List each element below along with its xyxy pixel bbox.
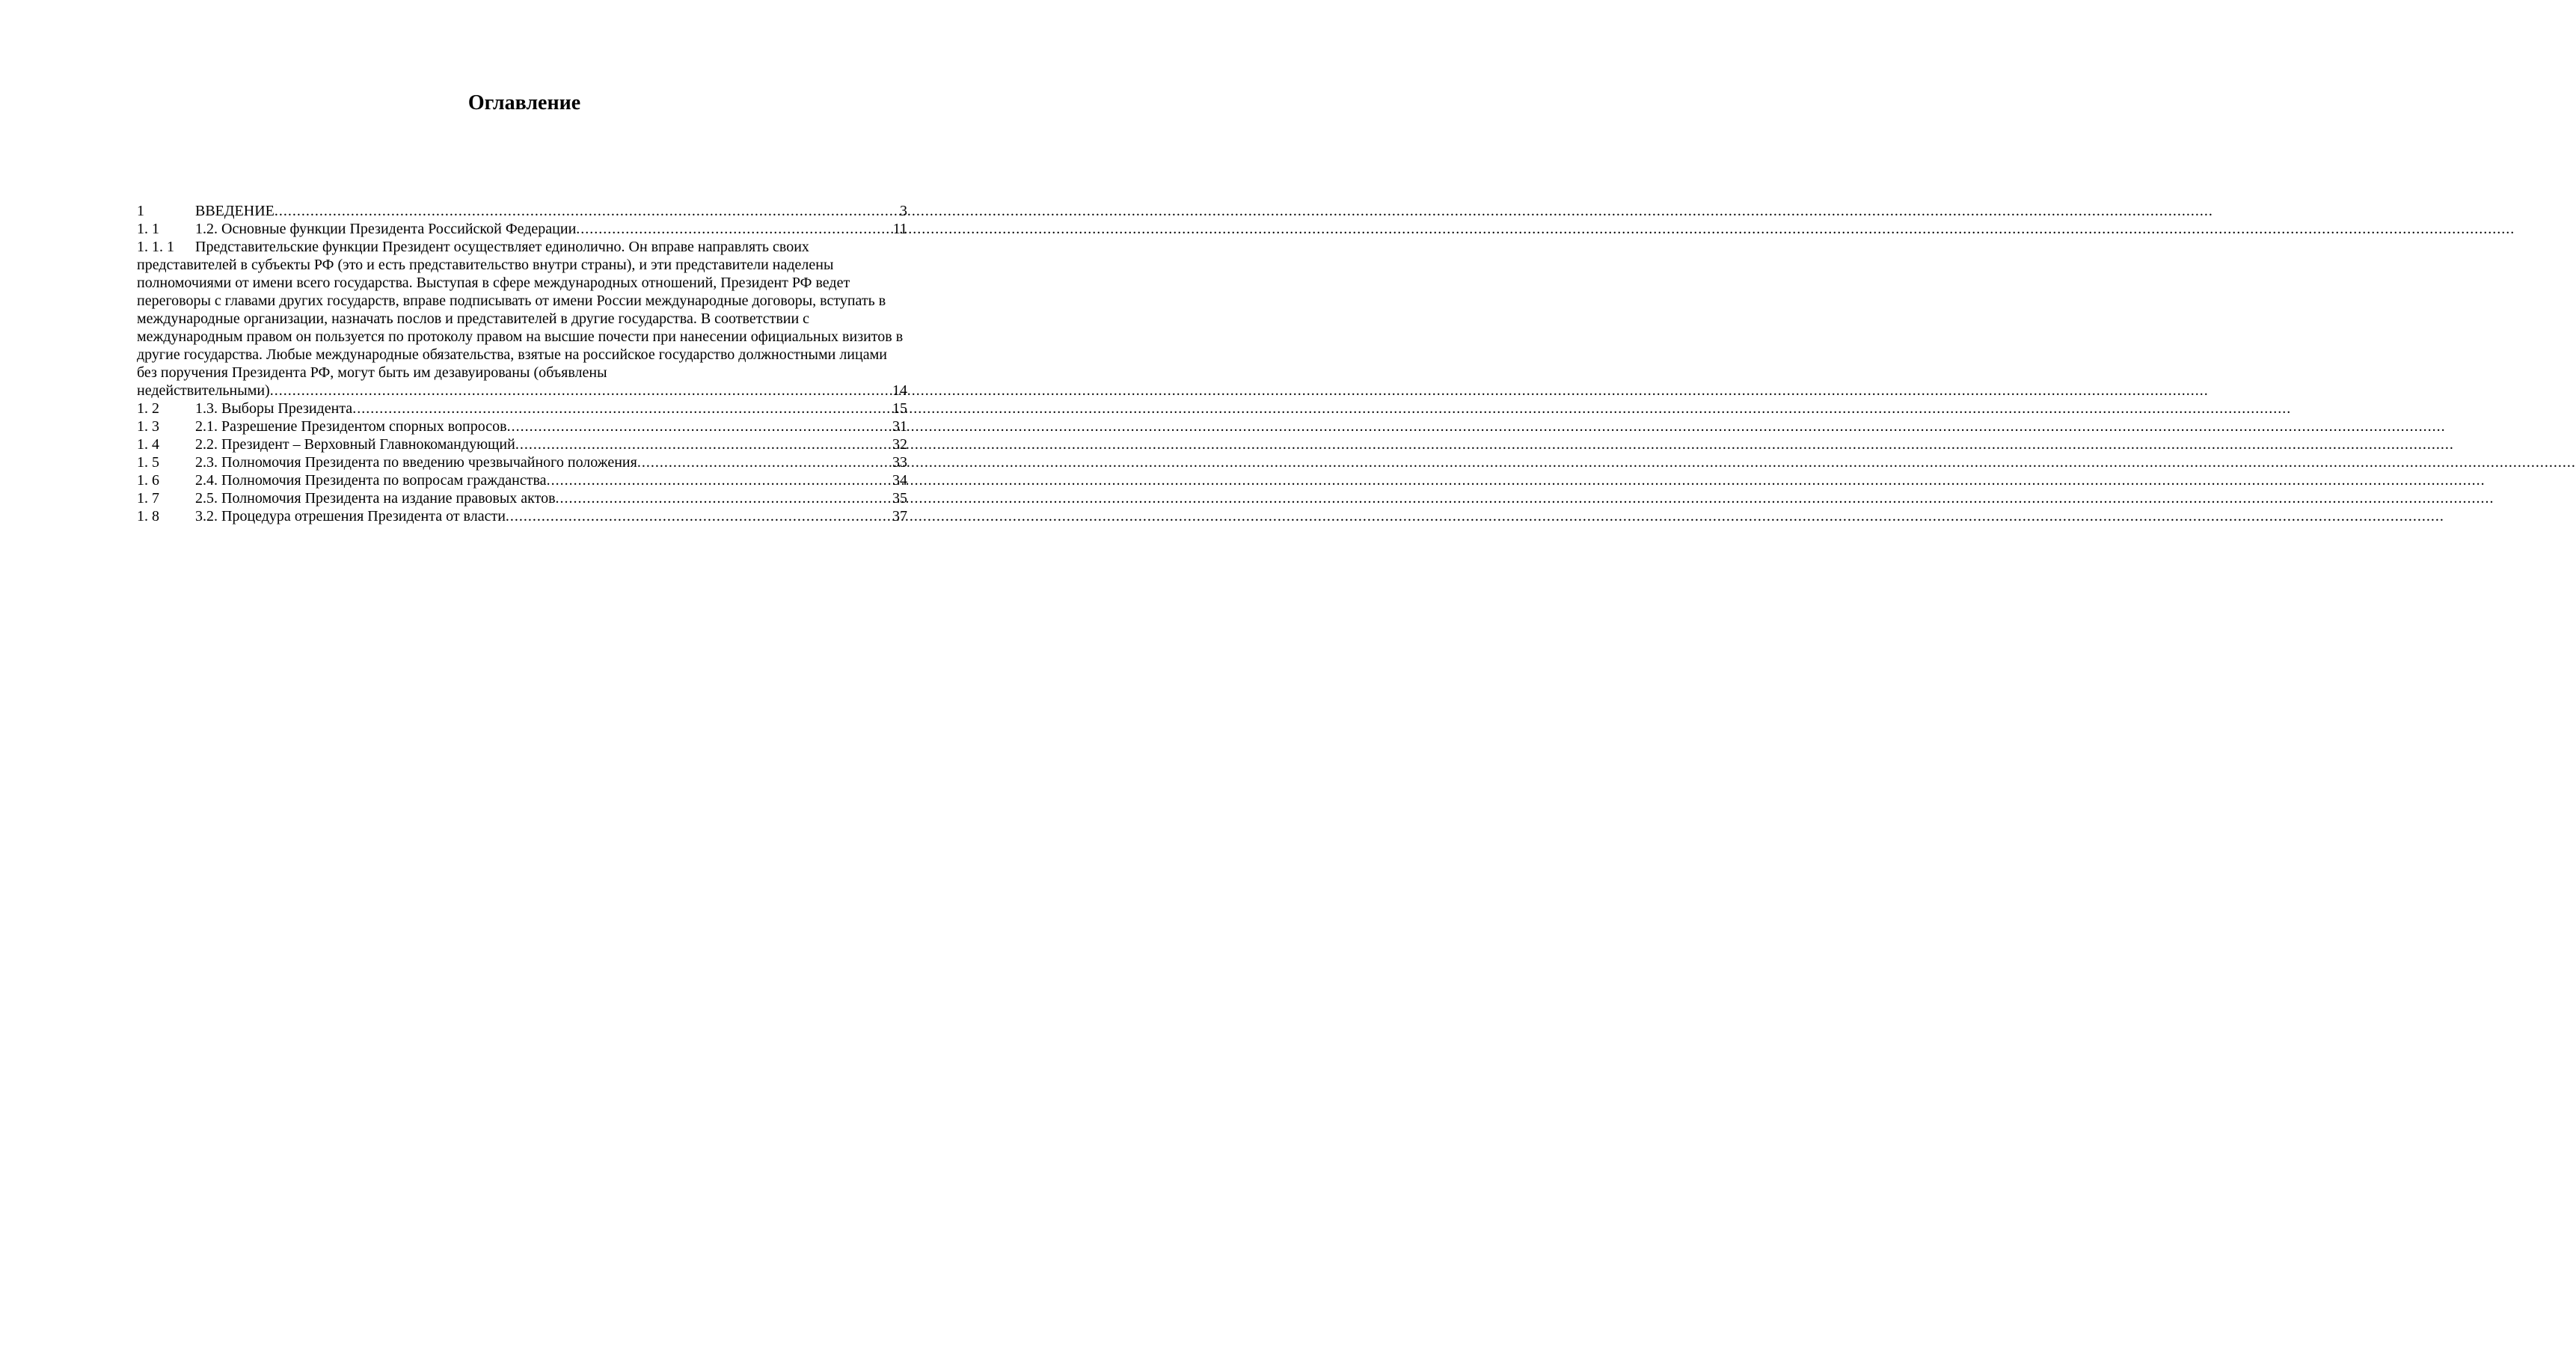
table-of-contents [137, 202, 907, 525]
toc-entry-tail: недействительными) [137, 382, 270, 399]
toc-entry[interactable] [137, 400, 907, 417]
toc-entry[interactable] [137, 489, 907, 507]
toc-entry-number: 1. 8 [137, 508, 159, 524]
toc-dot-leader [576, 220, 877, 238]
toc-entry[interactable] [137, 507, 907, 525]
toc-entry-number: 1. 6 [137, 472, 159, 489]
toc-entry-number: 1. 1. 1 [137, 239, 174, 255]
toc-entry-page: 37 [892, 508, 907, 524]
toc-dot-leader [352, 400, 877, 417]
toc-entry-number: 1. 4 [137, 436, 159, 453]
toc-entry-paragraph [137, 238, 907, 382]
toc-entry-title: 3.2. Процедура отрешения Президента от власти [195, 508, 506, 524]
toc-entry-title: ВВЕДЕНИЕ [195, 203, 275, 219]
toc-entry-number: 1. 3 [137, 418, 159, 435]
toc-entry-page: 34 [892, 472, 907, 489]
toc-entry-number: 1. 7 [137, 490, 159, 507]
toc-entry[interactable] [137, 435, 907, 453]
toc-entry[interactable] [137, 471, 907, 489]
toc-entry-last-line [137, 382, 907, 400]
toc-entry-title: 2.2. Президент – Верховный Главнокомандующий [195, 436, 515, 453]
toc-dot-leader [637, 453, 877, 471]
toc-entry-page: 33 [892, 454, 907, 471]
toc-entry-long[interactable] [137, 238, 907, 400]
toc-entry-number: 1. 1 [137, 221, 159, 237]
toc-entry[interactable] [137, 202, 907, 220]
toc-entry[interactable] [137, 453, 907, 471]
toc-entry-title: 2.4. Полномочия Президента по вопросам гражданства [195, 472, 547, 489]
toc-entry[interactable] [137, 417, 907, 435]
toc-entry-page: 3 [900, 203, 907, 219]
toc-entry-page: 14 [892, 382, 907, 399]
toc-dot-leader [506, 507, 877, 525]
toc-entry-text: Представительские функции Президент осуществляет единолично. Он вправе направлять своих представителей в субъекты РФ (это и есть представительство внутри страны), и эти представители наделены полномочиями от имени всего государства. Выступая в сфере международных отношений, Президент РФ ведет переговоры с главами других государств, вправе подписывать от имени России международные договоры, вступать в международные организации, назначать послов и представителей в другие государства. В соответствии с международным правом он пользуется по протоколу правом на высшие почести при нанесении официальных визитов в другие государства. Любые международные обязательства, взятые на российское государство должностными лицами без поручения Президента РФ, могут быть им дезавуированы (объявлены [137, 239, 904, 381]
toc-entry-page: 31 [892, 418, 907, 435]
toc-dot-leader [556, 489, 877, 507]
toc-entry-title: 1.2. Основные функции Президента Российской Федерации [195, 221, 577, 237]
toc-entry-title: 2.5. Полномочия Президента на издание правовых актов [195, 490, 556, 507]
toc-entry-title: 2.1. Разрешение Президентом спорных вопросов [195, 418, 507, 435]
toc-entry-number: 1. 5 [137, 454, 159, 471]
toc-entry-title: 1.3. Выборы Президента [195, 400, 353, 417]
toc-entry-page: 15 [892, 400, 907, 417]
toc-entry[interactable] [137, 220, 907, 238]
toc-entry-number: 1. 2 [137, 400, 159, 417]
toc-dot-leader [275, 202, 877, 220]
toc-dot-leader [270, 382, 877, 400]
page-title: Оглавление [467, 91, 581, 114]
toc-dot-leader [507, 417, 877, 435]
toc-entry-number: 1 [137, 203, 144, 219]
toc-dot-leader [547, 471, 877, 489]
toc-entry-page: 11 [892, 221, 907, 237]
toc-entry-title: 2.3. Полномочия Президента по введению чрезвычайного положения [195, 454, 637, 471]
toc-entry-page: 32 [892, 436, 907, 453]
toc-dot-leader [515, 435, 877, 453]
toc-entry-page: 35 [892, 490, 907, 507]
